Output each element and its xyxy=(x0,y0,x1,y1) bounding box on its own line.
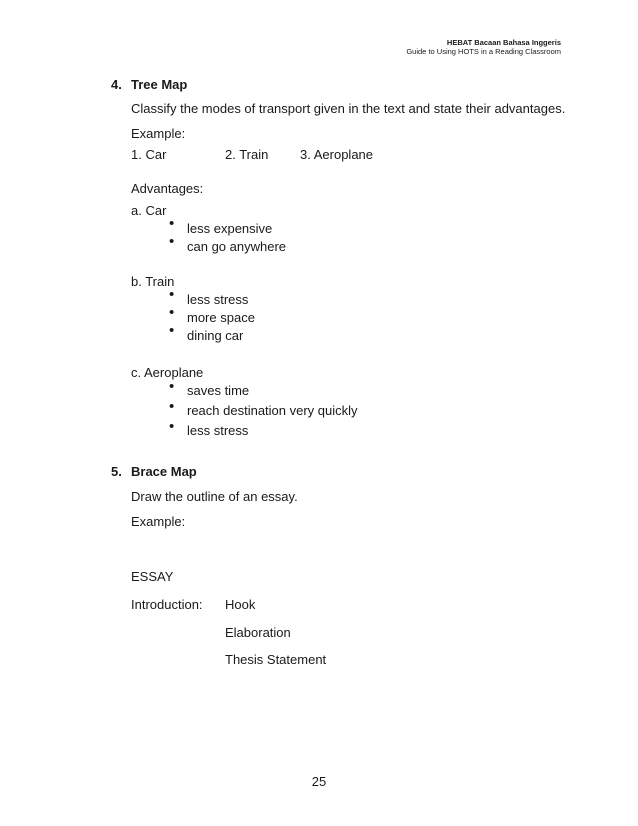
example-item-train: 2. Train xyxy=(225,147,269,162)
list-item: saves time xyxy=(187,383,250,398)
header-subtitle: Guide to Using HOTS in a Reading Classroom xyxy=(406,47,561,56)
section-5-title: Brace Map xyxy=(131,464,197,479)
bullet-icon: • xyxy=(169,233,175,250)
section-4-title: Tree Map xyxy=(131,77,188,92)
list-item: reach destination very quickly xyxy=(187,403,358,418)
intro-item-hook: Hook xyxy=(225,597,256,612)
list-item: less stress xyxy=(187,292,249,307)
intro-item-elaboration: Elaboration xyxy=(225,625,291,640)
bullet-icon: • xyxy=(169,418,175,435)
introduction-label: Introduction: xyxy=(131,597,203,612)
section-5-example-label: Example: xyxy=(131,514,186,529)
section-4-example-label: Example: xyxy=(131,126,186,141)
section-4-number: 4. xyxy=(111,77,122,92)
group-label-car: a. Car xyxy=(131,203,167,218)
list-item: can go anywhere xyxy=(187,239,287,254)
section-5-instruction: Draw the outline of an essay. xyxy=(131,489,298,504)
group-label-aeroplane: c. Aeroplane xyxy=(131,365,204,380)
section-4-instruction: Classify the modes of transport given in the text and state their advantages. xyxy=(131,101,566,116)
example-item-car: 1. Car xyxy=(131,147,167,162)
group-label-train: b. Train xyxy=(131,274,175,289)
bullet-icon: • xyxy=(169,286,175,303)
bullet-icon: • xyxy=(169,378,175,395)
bullet-icon: • xyxy=(169,322,175,339)
bullet-icon: • xyxy=(169,304,175,321)
page-number: 25 xyxy=(311,774,327,789)
section-5-number: 5. xyxy=(111,464,122,479)
intro-item-thesis-statement: Thesis Statement xyxy=(225,652,327,667)
header-title: HEBAT Bacaan Bahasa Inggeris xyxy=(446,38,561,47)
advantages-label: Advantages: xyxy=(131,181,204,196)
list-item: less stress xyxy=(187,423,249,438)
list-item: dining car xyxy=(187,328,244,343)
list-item: more space xyxy=(187,310,255,325)
bullet-icon: • xyxy=(169,215,175,232)
example-item-aeroplane: 3. Aeroplane xyxy=(300,147,374,162)
list-item: less expensive xyxy=(187,221,273,236)
bullet-icon: • xyxy=(169,398,175,415)
essay-label: ESSAY xyxy=(131,569,174,584)
